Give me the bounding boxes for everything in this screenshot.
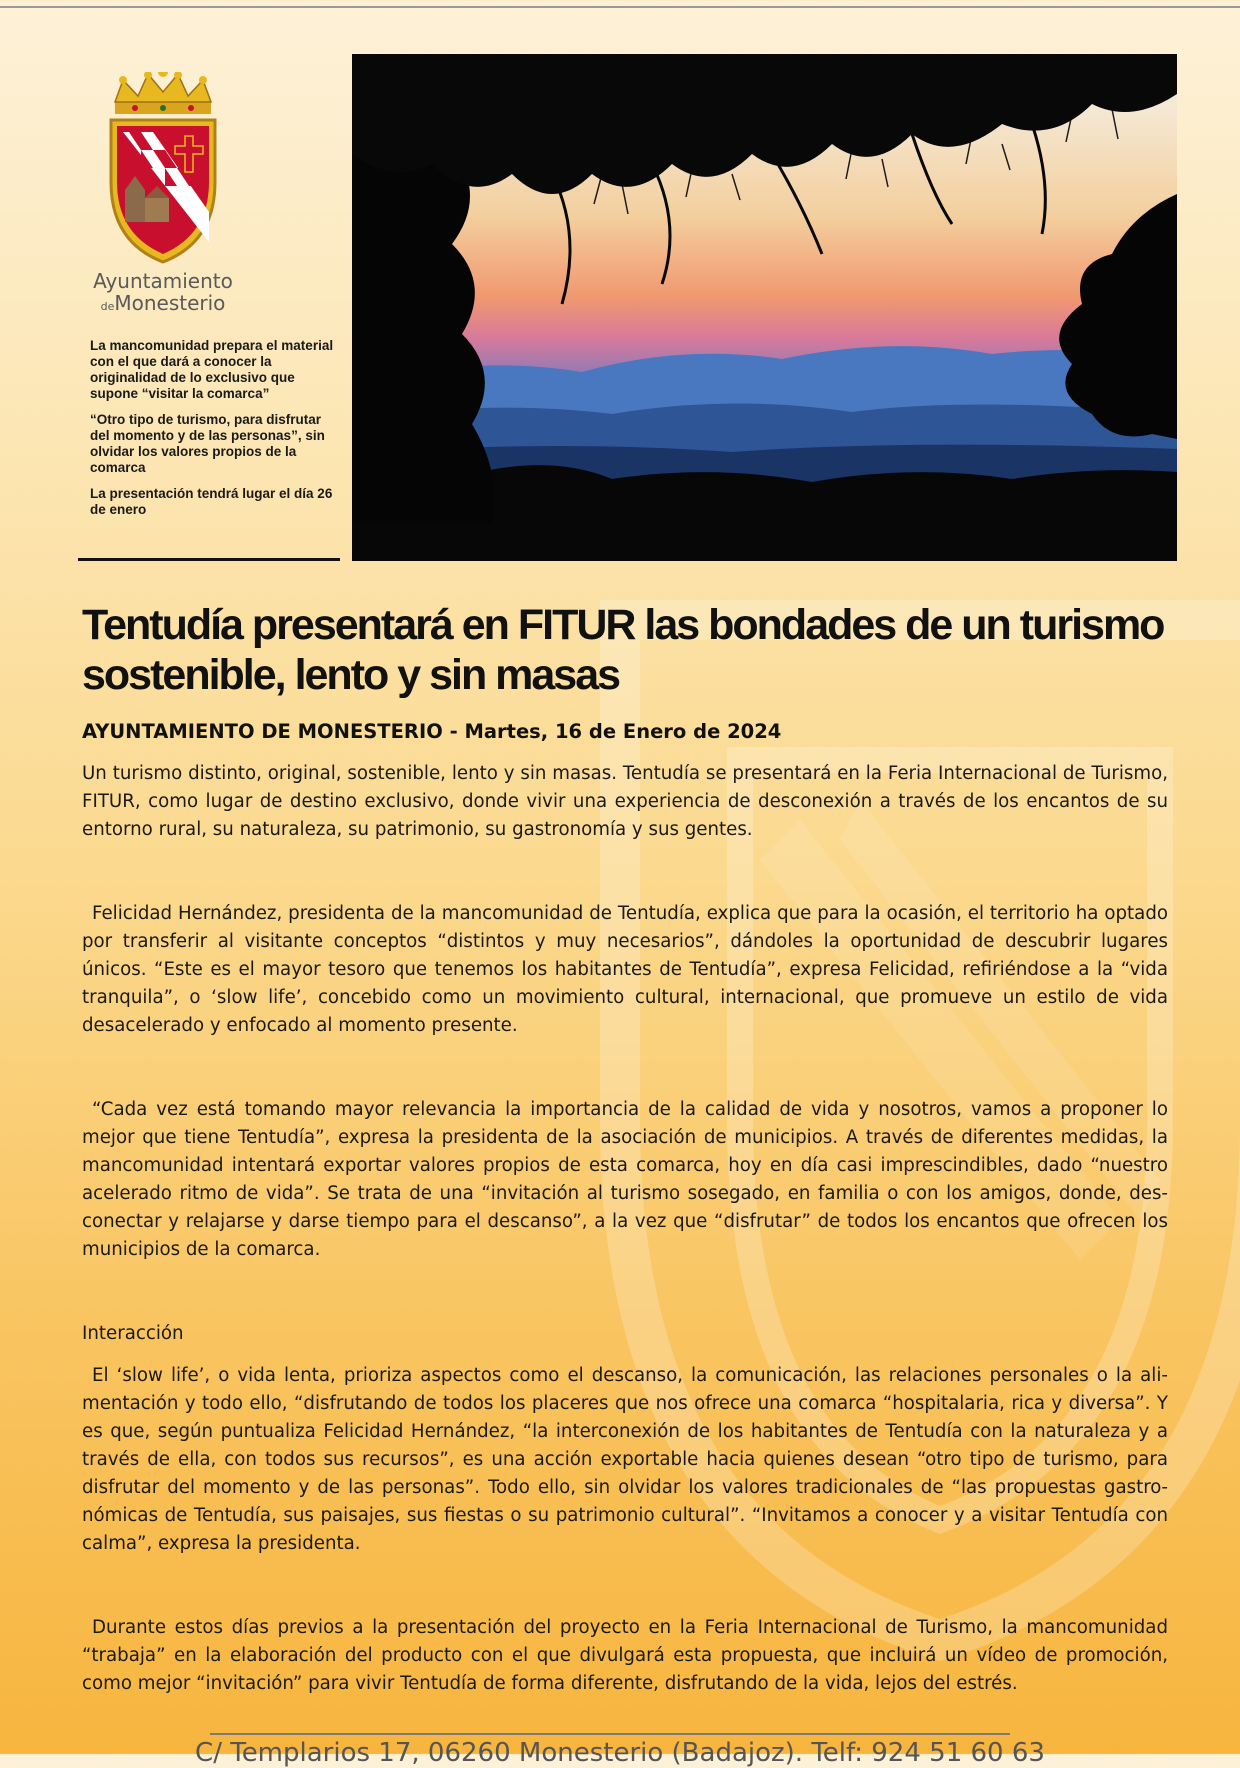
- top-border-line: [0, 6, 1240, 8]
- logo-line-ayuntamiento: Ayuntamiento: [93, 269, 233, 293]
- article-paragraph-3: “Cada vez está tomando mayor relevancia la importancia de la calidad de vida y nosotros, vamos a proponer lo mejor que tiene Tentudía”, expresa la presidenta de la asociación de municipios. A través de diferentes medidas, la mancomunidad intentará exportar valores propios de esta comarca, hoy en día casi imprescindibles, dado “nuestro acelerado ritmo de vida”. Se trata de una “invitación al turismo sosegado, en familia o con los amigos, donde, desconectar y relajarse y darse tiempo para el descanso”, a la vez que “disfrutar” de todos los encantos que ofrecen los municipios de la comarca.: [82, 1099, 1168, 1260]
- summary-item-3: La presentación tendrá lugar el día 26 de enero: [90, 486, 333, 517]
- summary-item-1: La mancomunidad prepara el material con el que dará a conocer la originalidad de lo exclusivo que supone “visitar la comarca”: [90, 338, 334, 401]
- footer-address: C/ Templarios 17, 06260 Monesterio (Badajoz). Telf: 924 51 60 63: [195, 1738, 1045, 1768]
- article-paragraph-2: Felicidad Hernández, presidenta de la mancomunidad de Tentudía, explica que para la ocasión, el territorio ha optado por transferir al visitante conceptos “distintos y muy necesarios”, dándoles la oportunidad de descubrir lugares únicos. “Este es el mayor tesoro que tenemos los habitantes de Tentudía”, expresa Felicidad, refiriéndose a la “vida tranquila”, o ‘slow life’, concebido como un movimiento cultural, internacional, que promueve un estilo de vida desacelerado y enfocado al momento presente.: [82, 903, 1168, 1036]
- logo-wordmark: [88, 270, 238, 318]
- summary-item-2: “Otro tipo de turismo, para disfrutar del momento y de las personas”, sin olvidar los valores propios de la comarca: [90, 412, 325, 475]
- footer-divider: [210, 1733, 1010, 1735]
- sidebar-divider: [78, 558, 340, 561]
- article-subheading: Interacción: [82, 1323, 184, 1344]
- article-body: [82, 760, 1168, 1698]
- header-photo: [352, 54, 1177, 561]
- article-headline: Tentudía presentará en FITUR las bondades de un turismo sostenible, lento y sin masas: [82, 601, 1164, 699]
- logo: [88, 72, 238, 322]
- sunset-landscape-photo: [352, 54, 1177, 561]
- article-paragraph-4: El ‘slow life’, o vida lenta, prioriza aspectos como el descanso, la comunicación, las relaciones personales o la alimentación y todo ello, “disfrutando de todos los placeres que nos ofrece una comarca “hospitalaria, rica y diversa”. Y es que, según puntualiza Felicidad Hernández, “la interconexión de los habitantes de Tentudía con la naturaleza y a través de ella, con todos sus recursos”, es una acción exportable hacia quienes desean “otro tipo de turismo, para disfrutar del momento y de las personas”. Todo ello, sin olvidar los valores tradicionales de “las propuestas gastronómicas de Tentudía, sus paisajes, sus fiestas o su patrimonio cultural”. “Invitamos a conocer y a visitar Tentudía con calma”, expresa la presidenta.: [82, 1365, 1168, 1554]
- summary-sidebar: [90, 338, 335, 528]
- coat-of-arms-icon: [93, 72, 233, 267]
- article-paragraph-1: Un turismo distinto, original, sostenible, lento y sin masas. Tentudía se presentará en la Feria Internacional de Turismo, FITUR, como lugar de destino exclusivo, donde vivir una experiencia de desconexión a través de los encantos de su entorno rural, su naturaleza, su patrimonio, su gastronomía y sus gentes.: [82, 763, 1168, 840]
- article-byline: AYUNTAMIENTO DE MONESTERIO - Martes, 16 de Enero de 2024: [82, 720, 782, 743]
- article-paragraph-5: Durante estos días previos a la presentación del proyecto en la Feria Internacional de Turismo, la mancomunidad “trabaja” en la elaboración del producto con el que divulgará esta propuesta, que incluirá un vídeo de promoción, como mejor “invitación” para vivir Tentudía de forma diferente, disfrutando de la vida, lejos del estrés.: [82, 1617, 1168, 1694]
- logo-line-monesterio: deMonesterio: [100, 291, 226, 315]
